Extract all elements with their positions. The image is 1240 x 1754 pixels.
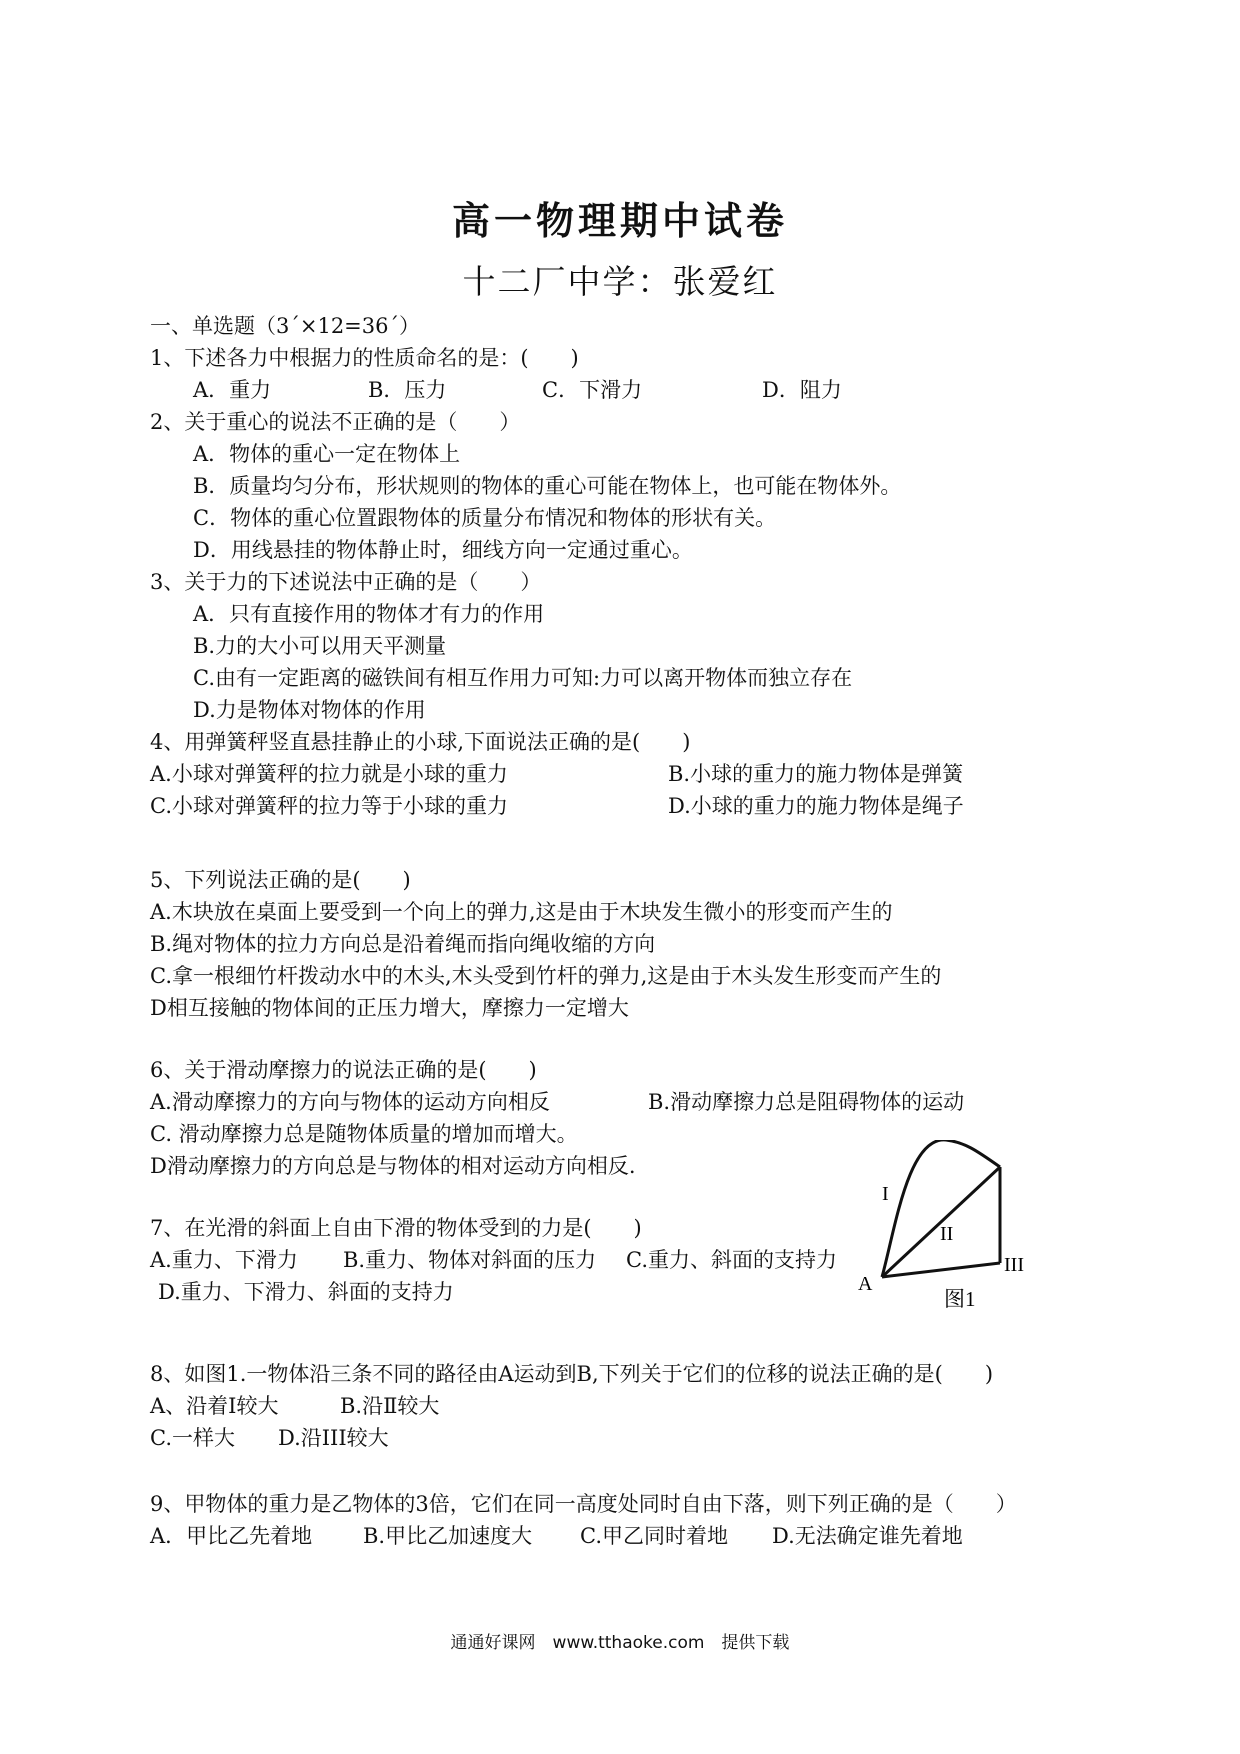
figure-1-paths-diagram bbox=[840, 1140, 1040, 1340]
label-i: I bbox=[882, 1183, 889, 1205]
q3-option-a: A．只有直接作用的物体才有力的作用 bbox=[193, 602, 545, 626]
q2-option-b: B．质量均匀分布，形状规则的物体的重心可能在物体上，也可能在物体外。 bbox=[193, 474, 902, 498]
q9-stem: 9、甲物体的重力是乙物体的3倍，它们在同一高度处同时自由下落，则下列正确的是（ ） bbox=[150, 1492, 1017, 1516]
author-line: 十二厂中学：张爱红 bbox=[462, 262, 778, 301]
q7-option-d: D.重力、下滑力、斜面的支持力 bbox=[158, 1280, 454, 1304]
q6-option-b: B.滑动摩擦力总是阻碍物体的运动 bbox=[648, 1090, 965, 1114]
q9-option-d: D.无法确定谁先着地 bbox=[772, 1524, 963, 1548]
path-ii bbox=[882, 1167, 1000, 1277]
q2-option-d: D．用线悬挂的物体静止时，细线方向一定通过重心。 bbox=[193, 538, 693, 562]
q1-option-c: C．下滑力 bbox=[542, 378, 643, 402]
q8-option-b: B.沿Ⅱ较大 bbox=[340, 1394, 440, 1418]
label-iii: III bbox=[1004, 1254, 1024, 1276]
q3-option-b: B.力的大小可以用天平测量 bbox=[193, 634, 447, 658]
q2-option-c: C．物体的重心位置跟物体的质量分布情况和物体的形状有关。 bbox=[193, 506, 777, 530]
q4-stem: 4、用弹簧秤竖直悬挂静止的小球,下面说法正确的是( ) bbox=[150, 730, 691, 754]
q7-option-c: C.重力、斜面的支持力 bbox=[626, 1248, 837, 1272]
q1-option-b: B．压力 bbox=[368, 378, 447, 402]
q1-option-d: D．阻力 bbox=[762, 378, 842, 402]
q2-option-a: A．物体的重心一定在物体上 bbox=[193, 442, 461, 466]
section-heading: 一、单选题（3´×12=36´） bbox=[150, 314, 420, 338]
q5-option-d: D相互接触的物体间的正压力增大，摩擦力一定增大 bbox=[150, 996, 629, 1020]
path-iii-bottom bbox=[882, 1263, 1000, 1277]
q6-option-d: D滑动摩擦力的方向总是与物体的相对运动方向相反. bbox=[150, 1154, 636, 1178]
q9-option-b: B.甲比乙加速度大 bbox=[363, 1524, 533, 1548]
q6-option-c: C. 滑动摩擦力总是随物体质量的增加而增大。 bbox=[150, 1122, 578, 1146]
q1-option-a: A．重力 bbox=[193, 378, 272, 402]
q5-stem: 5、下列说法正确的是( ) bbox=[150, 868, 411, 892]
q8-option-a: A、沿着Ⅰ较大 bbox=[150, 1394, 279, 1418]
q9-option-c: C.甲乙同时着地 bbox=[580, 1524, 728, 1548]
page-title: 高一物理期中试卷 bbox=[451, 198, 788, 243]
q7-option-b: B.重力、物体对斜面的压力 bbox=[343, 1248, 597, 1272]
q5-option-a: A.木块放在桌面上要受到一个向上的弹力,这是由于木块发生微小的形变而产生的 bbox=[150, 900, 893, 924]
q3-option-c: C.由有一定距离的磁铁间有相互作用力可知:力可以离开物体而独立存在 bbox=[193, 666, 853, 690]
q5-option-c: C.拿一根细竹杆拨动水中的木头,木头受到竹杆的弹力,这是由于木头发生形变而产生的 bbox=[150, 964, 942, 988]
q8-stem: 8、如图1.一物体沿三条不同的路径由A运动到B,下列关于它们的位移的说法正确的是( ) bbox=[150, 1362, 994, 1386]
q8-option-d: D.沿III较大 bbox=[278, 1426, 389, 1450]
q2-stem: 2、关于重心的说法不正确的是（ ） bbox=[150, 410, 521, 434]
q6-option-a: A.滑动摩擦力的方向与物体的运动方向相反 bbox=[150, 1090, 550, 1114]
label-a: A bbox=[858, 1273, 873, 1295]
label-ii: II bbox=[940, 1223, 954, 1245]
q4-option-d: D.小球的重力的施力物体是绳子 bbox=[668, 794, 964, 818]
q1-stem: 1、下述各力中根据力的性质命名的是：( ) bbox=[150, 346, 579, 370]
footer-credit: 通通好课网 www.tthaoke.com 提供下载 bbox=[450, 1633, 790, 1653]
q7-stem: 7、在光滑的斜面上自由下滑的物体受到的力是( ) bbox=[150, 1216, 642, 1240]
path-i bbox=[882, 1140, 1000, 1277]
q3-stem: 3、关于力的下述说法中正确的是（ ） bbox=[150, 570, 542, 594]
q3-option-d: D.力是物体对物体的作用 bbox=[193, 698, 426, 722]
q4-option-c: C.小球对弹簧秤的拉力等于小球的重力 bbox=[150, 794, 508, 818]
q6-stem: 6、关于滑动摩擦力的说法正确的是( ) bbox=[150, 1058, 537, 1082]
q5-option-b: B.绳对物体的拉力方向总是沿着绳而指向绳收缩的方向 bbox=[150, 932, 656, 956]
q9-option-a: A．甲比乙先着地 bbox=[150, 1524, 313, 1548]
q7-option-a: A.重力、下滑力 bbox=[150, 1248, 298, 1272]
q4-option-b: B.小球的重力的施力物体是弹簧 bbox=[668, 762, 964, 786]
q4-option-a: A.小球对弹簧秤的拉力就是小球的重力 bbox=[150, 762, 508, 786]
q8-option-c: C.一样大 bbox=[150, 1426, 235, 1450]
figure-caption: 图1 bbox=[944, 1287, 976, 1311]
